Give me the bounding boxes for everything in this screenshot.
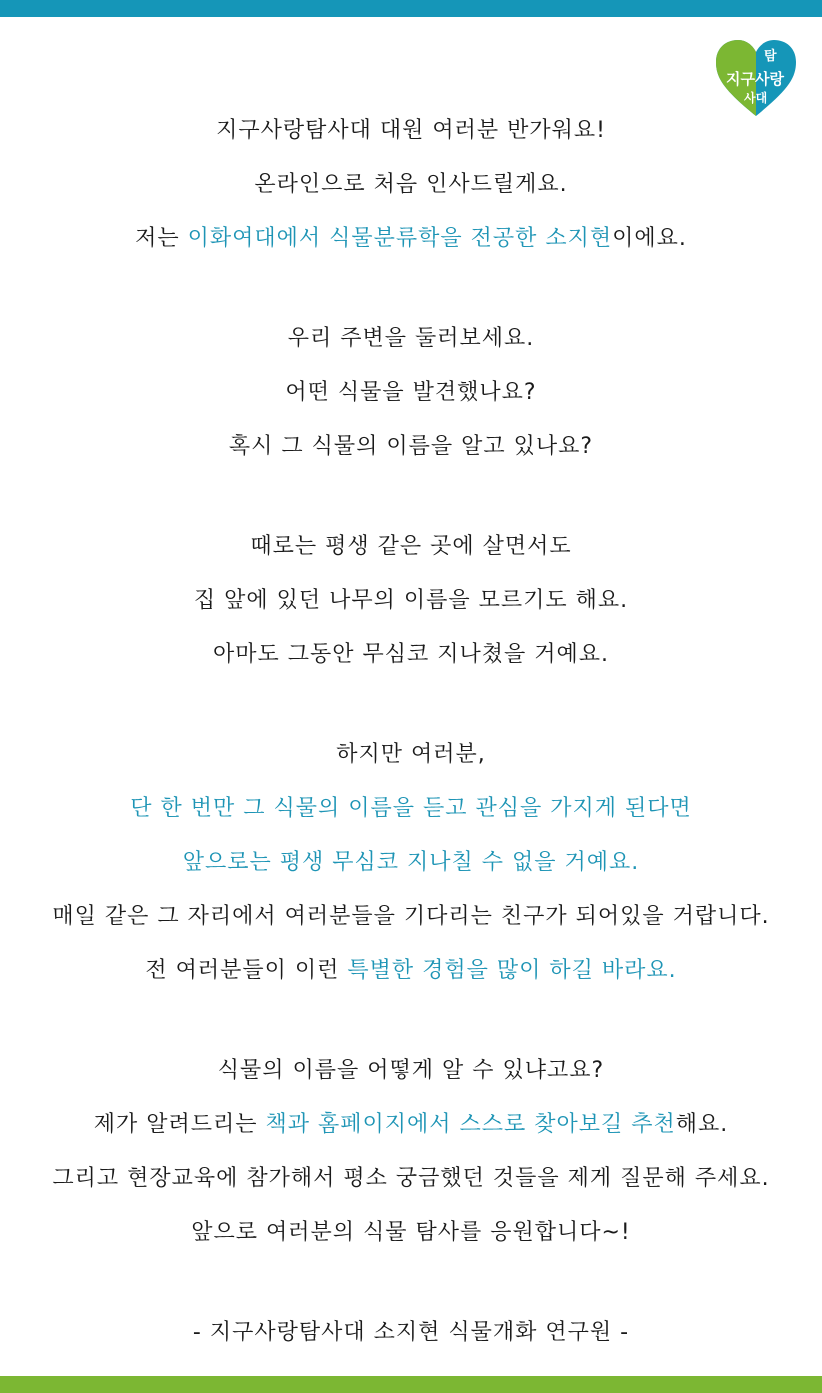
text-segment: 제가 알려드리는: [93, 1112, 266, 1137]
paragraph-gap: [0, 266, 822, 312]
text-line: [0, 212, 822, 266]
text-segment: 식물의 이름을 어떻게 알 수 있냐고요?: [217, 1058, 605, 1083]
text-line: [0, 574, 822, 628]
paragraph: [0, 520, 822, 682]
text-segment: 전 여러분들이 이런: [145, 958, 348, 983]
text-segment: 이에요.: [612, 226, 687, 251]
text-line: [0, 1044, 822, 1098]
highlighted-text: 책과 홈페이지에서 스스로 찾아보길 추천: [265, 1112, 676, 1137]
paragraph: [0, 104, 822, 266]
text-segment: 온라인으로 처음 인사드릴게요.: [254, 172, 568, 197]
text-segment: 해요.: [675, 1112, 729, 1137]
paragraph: [0, 312, 822, 474]
logo-text-top: 탐: [764, 49, 777, 64]
text-line: [0, 728, 822, 782]
text-line: [0, 782, 822, 836]
highlighted-text: 앞으로는 평생 무심코 지나칠 수 없을 거예요.: [182, 850, 640, 875]
logo-text-main: 지구사랑: [726, 70, 784, 88]
text-segment: 집 앞에 있던 나무의 이름을 모르기도 해요.: [193, 588, 629, 613]
text-segment: 하지만 여러분,: [336, 742, 486, 767]
bottom-color-bar: [0, 1376, 822, 1393]
text-line: [0, 890, 822, 944]
text-line: [0, 1152, 822, 1206]
text-line: [0, 158, 822, 212]
highlighted-text: 이화여대에서 식물분류학을 전공한 소지현: [187, 226, 613, 251]
text-segment: 어떤 식물을 발견했나요?: [285, 380, 537, 405]
text-line: [0, 520, 822, 574]
paragraph-gap: [0, 682, 822, 728]
text-line: [0, 312, 822, 366]
text-line: [0, 104, 822, 158]
text-segment: 혹시 그 식물의 이름을 알고 있나요?: [228, 434, 594, 459]
paragraph: [0, 728, 822, 998]
top-color-bar: [0, 0, 822, 17]
paragraph: [0, 1044, 822, 1260]
text-segment: 앞으로 여러분의 식물 탐사를 응원합니다~!: [191, 1220, 631, 1245]
text-line: [0, 366, 822, 420]
text-segment: 지구사랑탐사대 대원 여러분 반가워요!: [216, 118, 606, 143]
text-line: [0, 836, 822, 890]
paragraph-gap: [0, 1260, 822, 1306]
text-line: [0, 1206, 822, 1260]
text-line: [0, 944, 822, 998]
text-segment: 아마도 그동안 무심코 지나쳤을 거예요.: [213, 642, 609, 667]
text-segment: 때로는 평생 같은 곳에 살면서도: [250, 534, 572, 559]
paragraph-gap: [0, 474, 822, 520]
text-segment: 우리 주변을 둘러보세요.: [287, 326, 535, 351]
text-segment: 매일 같은 그 자리에서 여러분들을 기다리는 친구가 되어있을 거랍니다.: [52, 904, 770, 929]
text-line: [0, 420, 822, 474]
highlighted-text: 특별한 경험을 많이 하길 바라요.: [347, 958, 677, 983]
text-line: [0, 1098, 822, 1152]
letter-body: [0, 104, 822, 1360]
text-segment: 저는: [135, 226, 188, 251]
text-segment: 그리고 현장교육에 참가해서 평소 궁금했던 것들을 제게 질문해 주세요.: [52, 1166, 770, 1191]
text-line: [0, 628, 822, 682]
highlighted-text: 단 한 번만 그 식물의 이름을 듣고 관심을 가지게 된다면: [130, 796, 692, 821]
paragraph-gap: [0, 998, 822, 1044]
signature: - 지구사랑탐사대 소지현 식물개화 연구원 -: [192, 1320, 630, 1345]
logo-text-bottom: 사대: [744, 91, 768, 105]
